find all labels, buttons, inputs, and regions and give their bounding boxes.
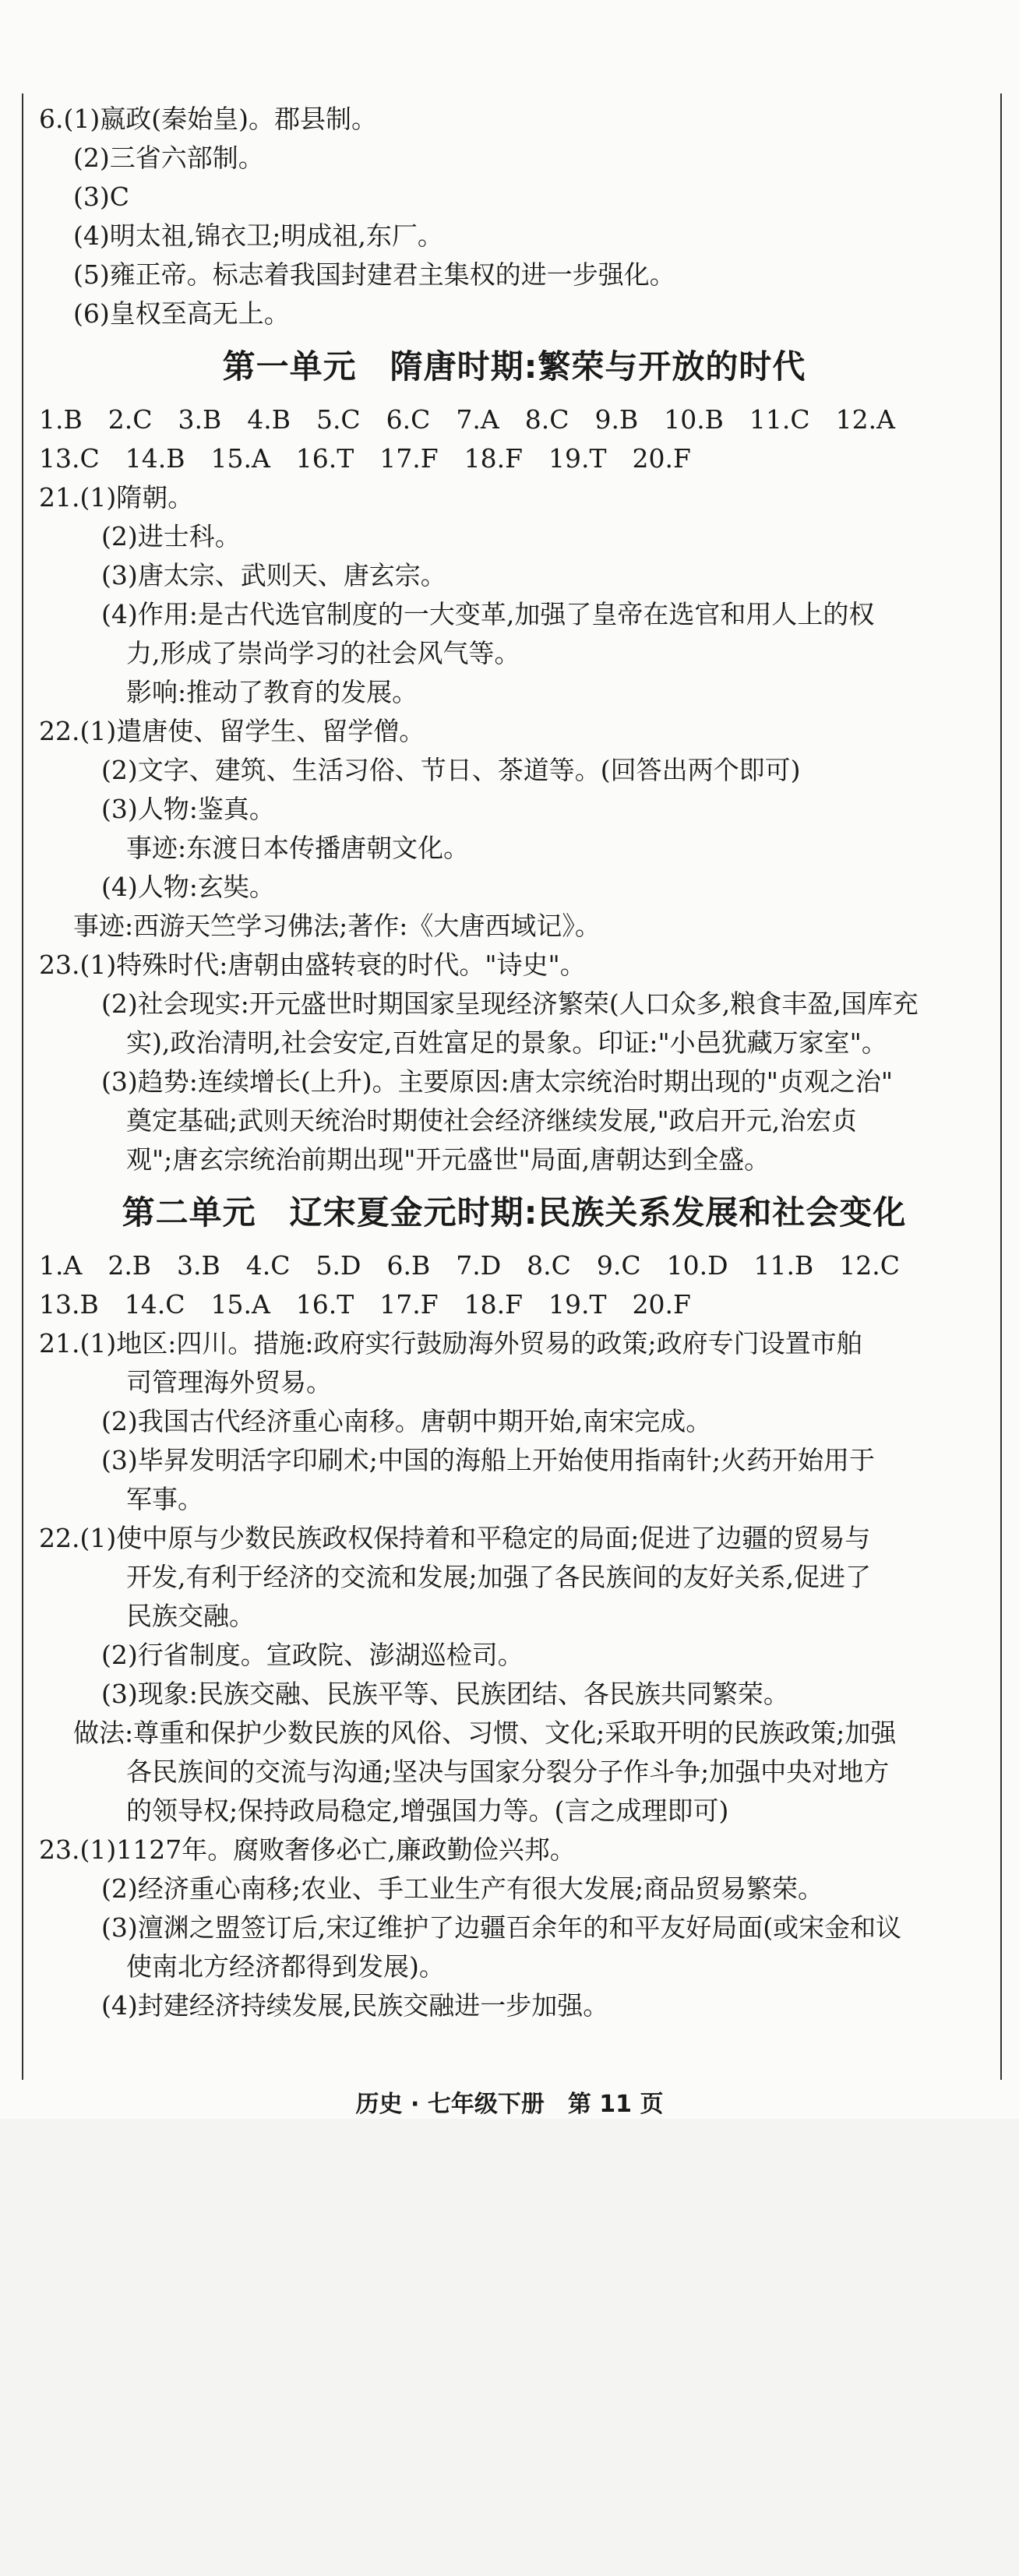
answer-line: (3)毕昇发明活字印刷术;中国的海船上开始使用指南针;火药开始用于 <box>101 1445 875 1475</box>
answer-content <box>39 100 989 2025</box>
answer-line: (3)现象:民族交融、民族平等、民族团结、各民族共同繁荣。 <box>101 1679 789 1709</box>
answer-line: 22.(1)使中原与少数民族政权保持着和平稳定的局面;促进了边疆的贸易与 <box>39 1523 871 1553</box>
answer-line: 事迹:西游天竺学习佛法;著作:《大唐西域记》。 <box>73 911 601 941</box>
answer-line: 民族交融。 <box>126 1601 255 1631</box>
answer-line: (4)封建经济持续发展,民族交融进一步加强。 <box>101 1990 609 2021</box>
unit2-heading: 第二单元 辽宋夏金元时期:民族关系发展和社会变化 <box>122 1193 907 1232</box>
answer-line: 观";唐玄宗统治前期出现"开元盛世"局面,唐朝达到全盛。 <box>126 1144 770 1175</box>
answer-line: (3)澶渊之盟签订后,宋辽维护了边疆百余年的和平友好局面(或宋金和议 <box>101 1912 902 1943</box>
answer-line: 各民族间的交流与沟通;坚决与国家分裂分子作斗争;加强中央对地方 <box>126 1757 890 1787</box>
answer-line: (3)唐太宗、武则天、唐玄宗。 <box>101 560 446 590</box>
answer-line: (2)文字、建筑、生活习俗、节日、茶道等。(回答出两个即可) <box>101 755 801 785</box>
answer-line: (2)行省制度。宣政院、澎湖巡检司。 <box>101 1640 524 1670</box>
answer-line: 22.(1)遣唐使、留学生、留学僧。 <box>39 716 425 746</box>
answer-line: (2)我国古代经济重心南移。唐朝中期开始,南宋完成。 <box>101 1406 712 1436</box>
answer-line: 事迹:东渡日本传播唐朝文化。 <box>126 833 470 863</box>
answer-line: (4)作用:是古代选官制度的一大变革,加强了皇帝在选官和用人上的权 <box>101 599 875 629</box>
unit1-answers-block <box>39 400 989 1179</box>
left-border-line <box>22 93 23 2080</box>
answer-line: 力,形成了崇尚学习的社会风气等。 <box>126 638 520 668</box>
answer-line: (3)C <box>73 181 129 212</box>
answer-line: 13.B 14.C 15.A 16.T 17.F 18.F 19.T 20.F <box>39 1289 691 1320</box>
answer-line: 军事。 <box>126 1484 203 1514</box>
answer-line: (2)进士科。 <box>101 521 241 551</box>
answer-line: (3)人物:鉴真。 <box>101 794 275 824</box>
page-footer: 历史 · 七年级下册 第 11 页 <box>355 2091 664 2118</box>
answer-line: (5)雍正帝。标志着我国封建君主集权的进一步强化。 <box>73 259 675 290</box>
answer-line: 6.(1)嬴政(秦始皇)。郡县制。 <box>39 104 377 134</box>
right-border-line <box>1000 93 1002 2080</box>
answer-line: 影响:推动了教育的发展。 <box>126 677 418 707</box>
answer-line: (2)经济重心南移;农业、手工业生产有很大发展;商品贸易繁荣。 <box>101 1873 823 1904</box>
unit2-answers-block <box>39 1246 989 2025</box>
answer-line: 23.(1)1127年。腐败奢侈必亡,廉政勤俭兴邦。 <box>39 1834 576 1865</box>
answer-line: 的领导权;保持政局稳定,增强国力等。(言之成理即可) <box>126 1795 729 1826</box>
answer-line: 21.(1)隋朝。 <box>39 482 194 513</box>
answer-line: (6)皇权至高无上。 <box>73 298 290 329</box>
answer-line: (3)趋势:连续增长(上升)。主要原因:唐太宗统治时期出现的"贞观之治" <box>101 1066 894 1097</box>
answer-line: 使南北方经济都得到发展)。 <box>126 1951 445 1982</box>
unit1-heading: 第一单元 隋唐时期:繁荣与开放的时代 <box>222 347 806 386</box>
answer-line: 做法:尊重和保护少数民族的风俗、习惯、文化;采取开明的民族政策;加强 <box>73 1718 897 1748</box>
answer-line: 奠定基础;武则天统治时期使社会经济继续发展,"政启开元,治宏贞 <box>126 1105 858 1136</box>
answer-line: 1.A 2.B 3.B 4.C 5.D 6.B 7.D 8.C 9.C 10.D 11.B 12.C <box>39 1250 901 1281</box>
answer-line: 司管理海外贸易。 <box>126 1367 332 1397</box>
answer-line: (4)人物:玄奘。 <box>101 872 275 902</box>
answer-line: (2)三省六部制。 <box>73 143 264 173</box>
answer-line: (2)社会现实:开元盛世时期国家呈现经济繁荣(人口众多,粮食丰盈,国库充 <box>101 988 919 1019</box>
prior-answers-block <box>39 100 989 333</box>
answer-line: 开发,有利于经济的交流和发展;加强了各民族间的友好关系,促进了 <box>126 1562 872 1592</box>
answer-line: 1.B 2.C 3.B 4.B 5.C 6.C 7.A 8.C 9.B 10.B 11.C 12.A <box>39 404 895 435</box>
answer-line: 23.(1)特殊时代:唐朝由盛转衰的时代。"诗史"。 <box>39 950 586 980</box>
answer-line: (4)明太祖,锦衣卫;明成祖,东厂。 <box>73 220 443 251</box>
answer-line: 21.(1)地区:四川。措施:政府实行鼓励海外贸易的政策;政府专门设置市舶 <box>39 1328 862 1358</box>
answer-line: 13.C 14.B 15.A 16.T 17.F 18.F 19.T 20.F <box>39 443 691 474</box>
answer-line: 实),政治清明,社会安定,百姓富足的景象。印证:"小邑犹藏万家室"。 <box>126 1027 887 1058</box>
